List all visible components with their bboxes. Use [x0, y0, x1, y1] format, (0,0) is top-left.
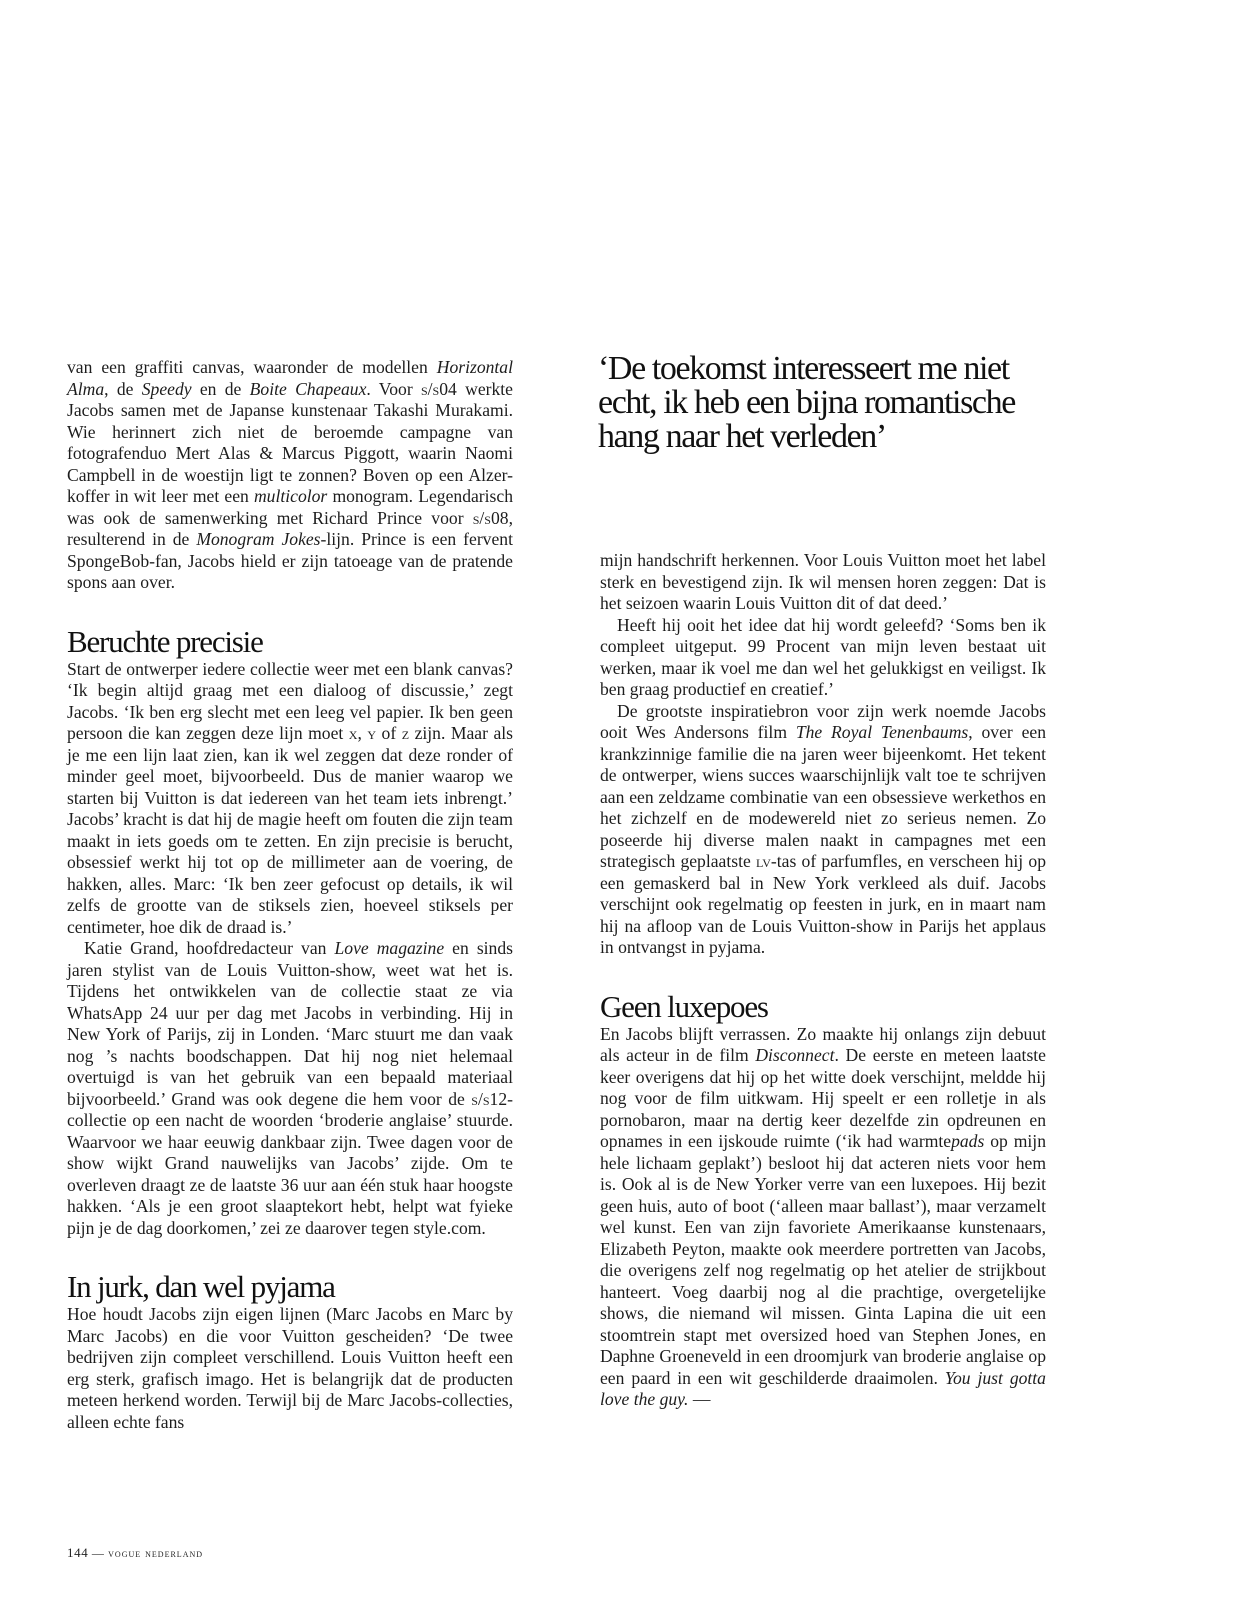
- text-run: Start de ontwerper iedere collectie weer met een blank canvas? ‘Ik begin altijd graag met een dialoog of discussie,’ zegt Jacobs. ‘Ik ben erg slecht met een leeg vel papier. Ik ben geen persoon die kan zeggen deze lijn moet: [67, 658, 513, 743]
- italic-term: Speedy: [141, 378, 192, 399]
- body-paragraph: mijn handschrift herkennen. Voor Louis Vuitton moet het label sterk en bevestigend zijn. Ik wil mensen horen zeggen: Dat is het seizoen waarin Louis Vuitton dit of dat deed.’: [600, 550, 1046, 613]
- italic-term: Boite Chapeaux: [249, 378, 367, 399]
- body-paragraph: [67, 659, 513, 939]
- section-heading-geen-luxepoes: Geen luxepoes: [600, 988, 768, 1024]
- text-run: -tas of parfumfles, en verscheen hij op een gemaskerd bal in New York verkleed als duif. Jacobs verschijnt ook regelmatig op feesten in jurk, en in maart nam hij na afloop van de Louis Vuitton-show in Parijs het applaus in ontvangst in pyjama.: [600, 851, 1046, 957]
- text-run: of: [376, 723, 402, 743]
- text-run: , over een krankzinnige familie die na jaren weer bijeenkomt. Het tekent de ontwerper, wiens succes waarschijnlijk valt toe te schrijven aan een zeldzame combinatie van een obsessieve werkethos en het zichzelf en de modewereld niet zo serieus nemen. Zo poseerde hij diverse malen naakt in campagnes met een strategisch geplaatste: [600, 722, 1046, 871]
- text-run: . Voor: [366, 378, 421, 399]
- italic-term: multicolor: [253, 486, 328, 506]
- text-run: zijn. Maar als je me een lijn laat zien, kan ik wel zeggen dat deze ronder of minder geel moet, bijvoorbeeld. Dus de manier waarop we starten bij Vuitton is dat iedereen van het team iets inbrengt.’ Jacobs’ kracht is dat hij de magie heeft om fouten die zijn team maakt in iets goeds om te zetten. En zijn precisie is berucht, obsessief werkt hij tot op de millimeter aan de voering, de hakken, alles. Marc: ‘Ik ben zeer gefocust op details, ik wil zelfs de grootte van de stiksels zien, hoeveel stiksels per centimeter, hoe dik de draad is.’: [67, 723, 514, 937]
- page-number: 144: [67, 1545, 89, 1560]
- page-footer: [67, 1545, 203, 1561]
- publication-name: vogue nederland: [108, 1546, 204, 1560]
- letter-z: z: [401, 723, 410, 743]
- pull-quote: ‘De toekomst interesseert me niet echt, ik heb een bijna romantische hang naar het verleden’: [598, 350, 1015, 455]
- text-run: van een graffiti canvas, waaronder de modellen: [67, 357, 437, 377]
- section-heading-beruchte-precisie: Beruchte precisie: [67, 623, 263, 659]
- text-run: Katie Grand, hoofdredacteur van: [84, 938, 335, 958]
- italic-term: Love magazine: [334, 938, 445, 958]
- text-run: ,: [357, 723, 368, 743]
- text-run: werkte Jacobs samen met de Japanse kunstenaar Takashi Murakami. Wie herinnert zich niet de beroemde campagne van fotografenduo Mert Alas & Marcus Piggott, waarin Naomi Campbell in de woestijn ligt te zonnen? Boven op een Alzer-koffer in wit leer met een: [67, 378, 513, 506]
- body-paragraph: [67, 938, 513, 1239]
- italic-term: Monogram Jokes: [196, 529, 321, 549]
- season-code: s/s08: [472, 507, 509, 528]
- text-run: . De eerste en meteen laatste keer overigens dat hij op het witte doek verschijnt, meldde hij nog voor de film uitkwam. Hij speelt er een rolletje in als pornobaron, maar na dertig keer dezelfde zin opdreunen en opnames in een ijskoude ruimte (‘ik had warmte: [600, 1045, 1046, 1151]
- text-run: en sinds jaren stylist van de Louis Vuitton-show, weet wat het is. Tijdens het ontwikkelen van de collectie staat ze via WhatsApp 24 uur per dag met Jacobs in verbinding. Hij in New York of Parijs, zij in Londen. ‘Marc stuurt me dan vaak nog ’s nachts boodschappen. Dat hij nog niet helemaal overtuigd is van het gebruik van een bepaald materiaal bijvoorbeeld.’ Grand was ook degene die hem voor de: [67, 938, 513, 1109]
- section-heading-in-jurk: In jurk, dan wel pyjama: [67, 1269, 335, 1304]
- text-run: -lijn. Prince is een fervent SpongeBob-fan, Jacobs hield er zijn tatoeage van de pratende spons aan over.: [67, 529, 513, 592]
- italic-term: Disconnect: [755, 1045, 835, 1065]
- body-paragraph: Hoe houdt Jacobs zijn eigen lijnen (Marc Jacobs en Marc by Marc Jacobs) en die voor Vuitton gescheiden? ‘De twee bedrijven zijn compleet verschillend. Louis Vuitton heeft een erg sterk, grafisch imago. Het is belangrijk dat de producten meteen herkend worden. Terwijl bij de Marc Jacobs-collecties, alleen echte fans: [67, 1304, 513, 1432]
- left-column: [67, 357, 513, 1433]
- text-run: -collectie op een nacht de woorden ‘broderie anglaise’ stuurde. Waarvoor we haar eeuwig dankbaar zijn. Twee dagen voor de show wijkt Grand nauwelijks van Jacobs’ zijde. Om te overleven draagt ze de laatste 36 uur aan één stuk haar hoogste hakken. ‘Als je een groot slaaptekort hebt, helpt wat fyieke pijn je de dag doorkomen,’ zei ze daarover tegen style.com.: [67, 1088, 513, 1238]
- text-run: en de: [191, 378, 250, 399]
- text-run: , de: [104, 378, 142, 399]
- letter-x: x: [348, 723, 358, 743]
- text-run: En Jacobs blijft verrassen. Zo maakte hij onlangs zijn debuut als acteur in de film: [600, 1023, 1046, 1065]
- italic-term: Horizontal Alma: [67, 357, 513, 399]
- text-run: De grootste inspiratiebron voor zijn werk noemde Jacobs ooit Wes Andersons film: [600, 700, 1046, 742]
- italic-term: pads: [951, 1131, 985, 1151]
- italic-term: The Royal Tenenbaums: [795, 722, 969, 742]
- folio-separator: —: [91, 1546, 105, 1560]
- letter-y: y: [367, 723, 377, 743]
- body-paragraph: [600, 701, 1046, 959]
- body-paragraph: [600, 1024, 1046, 1411]
- body-paragraph: Heeft hij ooit het idee dat hij wordt geleefd? ‘Soms ben ik compleet uitgeput. 99 Procent van mijn leven bestaat uit werken, maar ik voel me dan wel het gelukkigst en veiligst. Ik ben graag productief en creatief.’: [600, 614, 1046, 699]
- end-mark: —: [688, 1389, 711, 1409]
- season-code: s/s12: [471, 1088, 508, 1109]
- italic-term: You just gotta love the guy.: [600, 1367, 1046, 1409]
- brand-code: lv: [756, 851, 771, 871]
- text-run: monogram. Legendarisch was ook de samenwerking met Richard Prince voor: [67, 486, 513, 528]
- intro-paragraph: [67, 357, 513, 594]
- text-run: op mijn hele lichaam geplakt’) besloot hij dat acteren niets voor hem is. Ook al is de New Yorker verre van een luxepoes. Hij bezit geen huis, auto of boot (‘alleen maar ballast’), maar verzamelt wel kunst. Een van zijn favoriete Amerikaanse kunstenaars, Elizabeth Peyton, maakte ook meerdere portretten van Jacobs, die overigens zelf nog regelmatig op het atelier de strijkbout hanteert. Voeg daarbij nog al die prachtige, overgetelijke shows, die niemand wil missen. Ginta Lapina die uit een stoomtrein stapt met oversized hoed van Stephen Jones, en Daphne Groeneveld in een droomjurk van broderie anglaise op een paard in een wit geschilderde draaimolen.: [600, 1131, 1046, 1388]
- right-column: [600, 550, 1046, 1411]
- season-code: s/s04: [420, 378, 457, 399]
- text-run: , resulterend in de: [67, 507, 513, 549]
